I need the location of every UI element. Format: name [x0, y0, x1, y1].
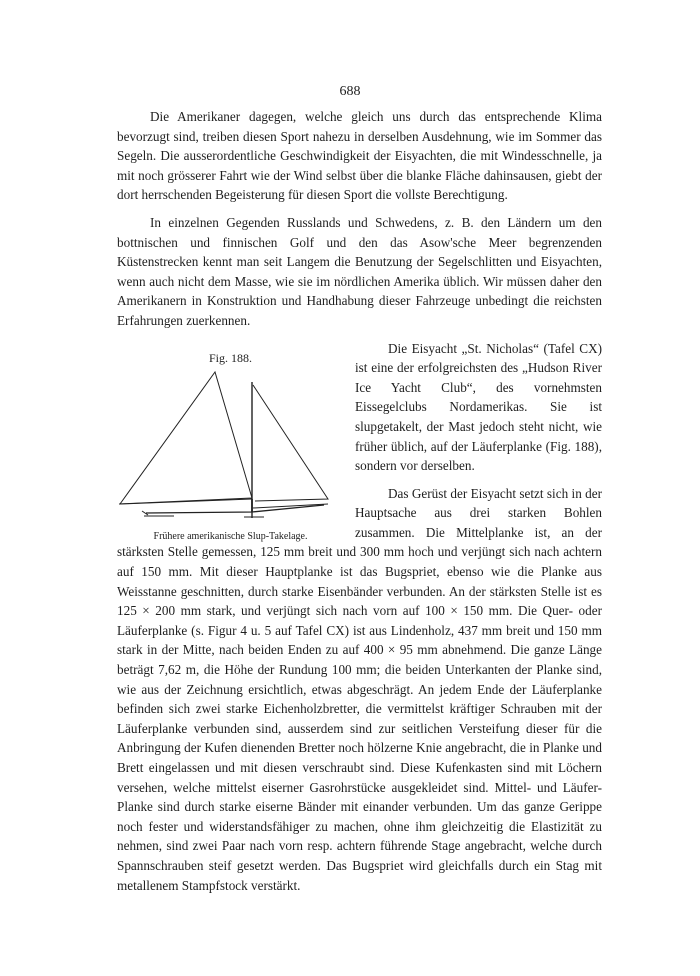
text-column [117, 107, 602, 903]
paragraph-2: In einzelnen Gegenden Russlands und Schwedens, z. B. den Ländern um den bottnischen und finnischen Golf und den das Asow'sche Meer begrenzenden Küstenstrecken kennt man seit Langem die Benutzung der Segelschlitten und Eisyachten, wenn auch nicht dem Masse, wie sie im nördlichen Amerika üblich. Wir müssen daher den Amerikanern in Konstruktion und Handhabung dieser Fahrzeuge unbedingt die reichsten Erfahrungen zuerkennen. [117, 214, 602, 328]
paragraph-1: Die Amerikaner dagegen, welche gleich uns durch das entsprechende Klima bevorzugt sind, treiben diesen Sport nahezu in derselben Ausdehnung, wie im Sommer das Segeln. Die ausserordentliche Geschwindigkeit der Eisyachten, die mit Windesschnelle, ja mit noch grösserer Fahrt wie der Wind selbst über die blanke Fläche dahinsausen, giebt der dort herrschenden Begeisterung für diesen Sport die vollste Berechtigung. [117, 109, 602, 203]
paragraph-4: Das Gerüst der Eisyacht setzt sich in der Hauptsache aus drei starken Bohlen zusammen. Die Mittelplanke ist, an der stärksten Stelle gemessen, 125 mm breit und 300 mm hoch und verjüngt sich nach achtern auf 150 mm. Mit dieser Hauptplanke ist das Bugspriet, ebenso wie die Planke aus Weisstanne geschnitten, durch starke Eisenbänder verbunden. An der stärksten Stelle ist es 125 × 200 mm stark, und verjüngt sich nach vorn auf 100 × 150 mm. Die Quer- oder Läuferplanke (s. Figur 4 u. 5 auf Tafel CX) ist aus Lindenholz, 437 mm breit und 150 mm stark in der Mitte, nach beiden Enden zu auf 400 × 95 mm abnehmend. Die ganze Länge beträgt 7,62 m, die Höhe der Rundung 100 mm; die beiden Unterkanten der Planke sind, wie aus der Zeichnung ersichtlich, etwas abgeschrägt. An jedem Ende der Läuferplanke befinden sich zwei starke Eichenholzbretter, die vermittelst kräftiger Schrauben mit der Läuferplanke verbunden sind, ausserdem sind zur seitlichen Versteifung dieser für die Anbringung der Kufen dienenden Bretter noch hölzerne Knie angebracht, die in Planke und Brett eingelassen und mit diesen verschraubt sind. Diese Kufenkasten sind mit Löchern versehen, welche mittelst eiserner Gasrohrstücke ausgekleidet sind. Mittel- und Läufer-Planke sind durch starke eiserne Bänder mit einander verbunden. Um das ganze Gerippe noch fester und widerstandsfähiger zu machen, ohne ihm gleichzeitig die Elastizität zu nehmen, sind zwei Paar nach vorn resp. achtern führende Stage angebracht, welche durch Spannschrauben steif gesetzt werden. Das Bugspriet wird gleichfalls durch ein Stag mit metallenem Stampfstock verstärkt. [117, 485, 602, 893]
figure-188 [114, 339, 347, 543]
paragraph-3: Die Eisyacht „St. Nicholas“ (Tafel CX) ist eine der erfolgreichsten des „Hudson River Ice Yacht Club“, des vornehmsten Eissegelclubs Nordamerikas. Sie ist slupgetakelt, der Mast jedoch steht nicht, wie früher üblich, auf der Läuferplanke (Fig. 188), sondern vor derselben. [355, 340, 602, 474]
figure-label: Fig. 188. [208, 350, 252, 365]
figure-caption: Frühere amerikanische Slup-Takelage. [153, 531, 308, 543]
ice-yacht-sloop-rig-illustration [114, 368, 347, 528]
page-number: 688 [339, 84, 361, 99]
